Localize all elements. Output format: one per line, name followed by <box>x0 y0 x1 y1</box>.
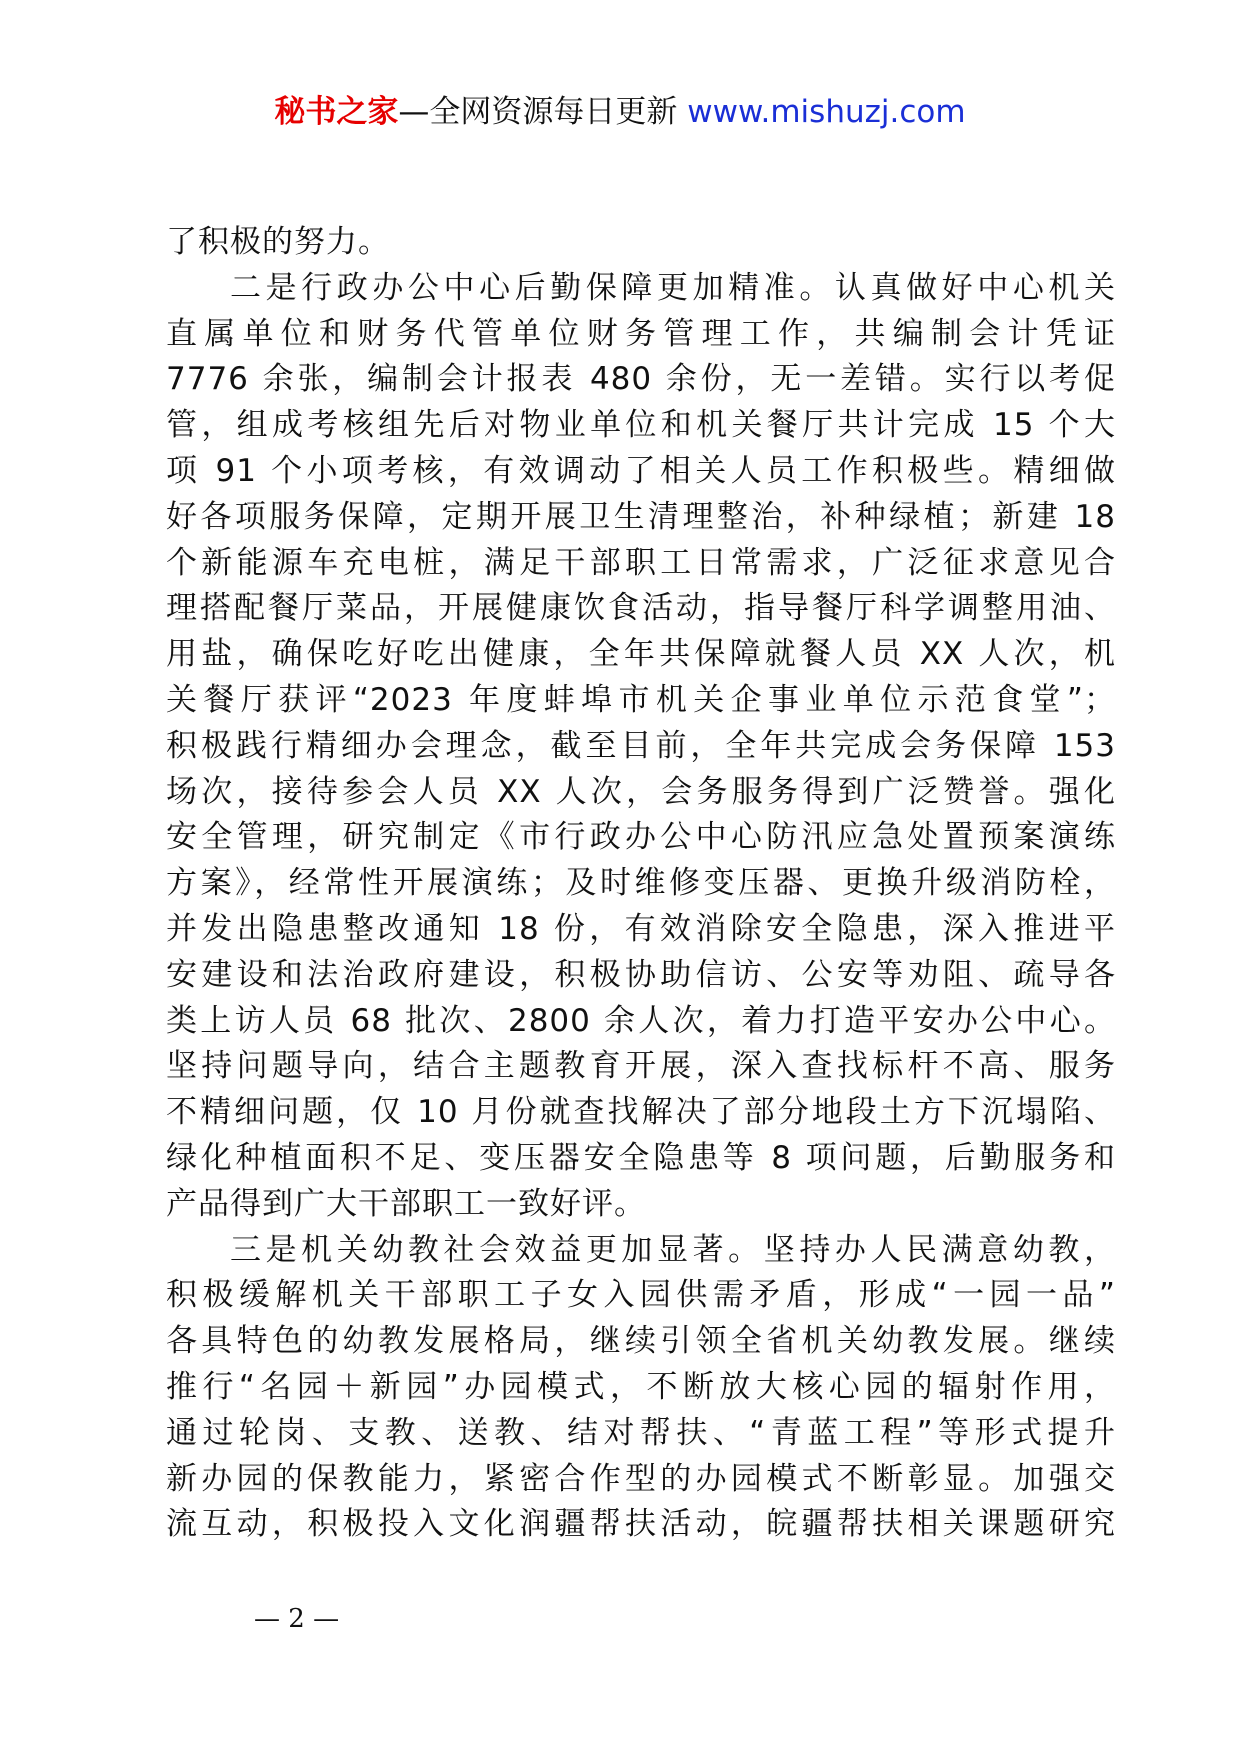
text-line: 并发出隐患整改通知 18 份，有效消除安全隐患，深入推进平 <box>166 910 1116 947</box>
text-line: 7776 余张，编制会计报表 480 余份，无一差错。实行以考促 <box>166 361 1116 398</box>
document-body <box>166 220 1116 1548</box>
site-brand: 秘书之家 <box>274 94 399 130</box>
text-line: 直属单位和财务代管单位财务管理工作，共编制会计凭证 <box>166 315 1116 352</box>
text-line: 类上访人员 68 批次、2800 余人次，着力打造平安办公中心。 <box>166 1002 1116 1039</box>
text-line: 关餐厅获评“2023 年度蚌埠市机关企事业单位示范食堂”； <box>166 681 1116 718</box>
site-slogan: —全网资源每日更新 <box>398 94 678 130</box>
text-line: 安建设和法治政府建设，积极协助信访、公安等劝阻、疏导各 <box>166 956 1116 993</box>
text-line: 新办园的保教能力，紧密合作型的办园模式不断彰显。加强交 <box>166 1460 1116 1497</box>
text-line: 场次，接待参会人员 XX 人次，会务服务得到广泛赞誉。强化 <box>166 773 1116 810</box>
text-line: 用盐，确保吃好吃出健康，全年共保障就餐人员 XX 人次，机 <box>166 636 1116 673</box>
text-line: 了积极的努力。 <box>166 224 390 260</box>
text-line: 积极践行精细办会理念，截至目前，全年共完成会务保障 153 <box>166 727 1116 764</box>
text-line: 安全管理，研究制定《市行政办公中心防汛应急处置预案演练 <box>166 819 1116 856</box>
text-line: 产品得到广大干部职工一致好评。 <box>166 1185 646 1222</box>
text-line: 个新能源车充电桩，满足干部职工日常需求，广泛征求意见合 <box>166 544 1116 581</box>
paragraph-start-line: 二是行政办公中心后勤保障更加精准。认真做好中心机关 <box>230 269 1116 306</box>
text-line: 坚持问题导向，结合主题教育开展，深入查找标杆不高、服务 <box>166 1048 1116 1085</box>
text-line: 理搭配餐厅菜品，开展健康饮食活动，指导餐厅科学调整用油、 <box>166 590 1116 627</box>
text-line: 通过轮岗、支教、送教、结对帮扶、“青蓝工程”等形式提升 <box>166 1414 1116 1451</box>
text-line: 好各项服务保障，定期开展卫生清理整治，补种绿植；新建 18 <box>166 498 1116 535</box>
page-header <box>0 92 1240 132</box>
page-number: — 2 — <box>254 1604 340 1634</box>
text-line: 绿化种植面积不足、变压器安全隐患等 8 项问题，后勤服务和 <box>166 1139 1116 1176</box>
text-line: 项 91 个小项考核，有效调动了相关人员工作积极些。精细做 <box>166 452 1116 489</box>
text-line: 推行“名园＋新园”办园模式，不断放大核心园的辐射作用， <box>166 1368 1116 1405</box>
site-url[interactable]: www.mishuzj.com <box>687 94 966 130</box>
text-line: 各具特色的幼教发展格局，继续引领全省机关幼教发展。继续 <box>166 1323 1116 1360</box>
text-line: 方案》，经常性开展演练；及时维修变压器、更换升级消防栓， <box>166 865 1116 902</box>
paragraph-start-line: 三是机关幼教社会效益更加显著。坚持办人民满意幼教， <box>230 1231 1116 1268</box>
text-line: 管，组成考核组先后对物业单位和机关餐厅共计完成 15 个大 <box>166 407 1116 444</box>
text-line: 流互动，积极投入文化润疆帮扶活动，皖疆帮扶相关课题研究 <box>166 1506 1116 1543</box>
text-line: 积极缓解机关干部职工子女入园供需矛盾，形成“一园一品” <box>166 1277 1116 1314</box>
text-line: 不精细问题，仅 10 月份就查找解决了部分地段土方下沉塌陷、 <box>166 1094 1116 1131</box>
